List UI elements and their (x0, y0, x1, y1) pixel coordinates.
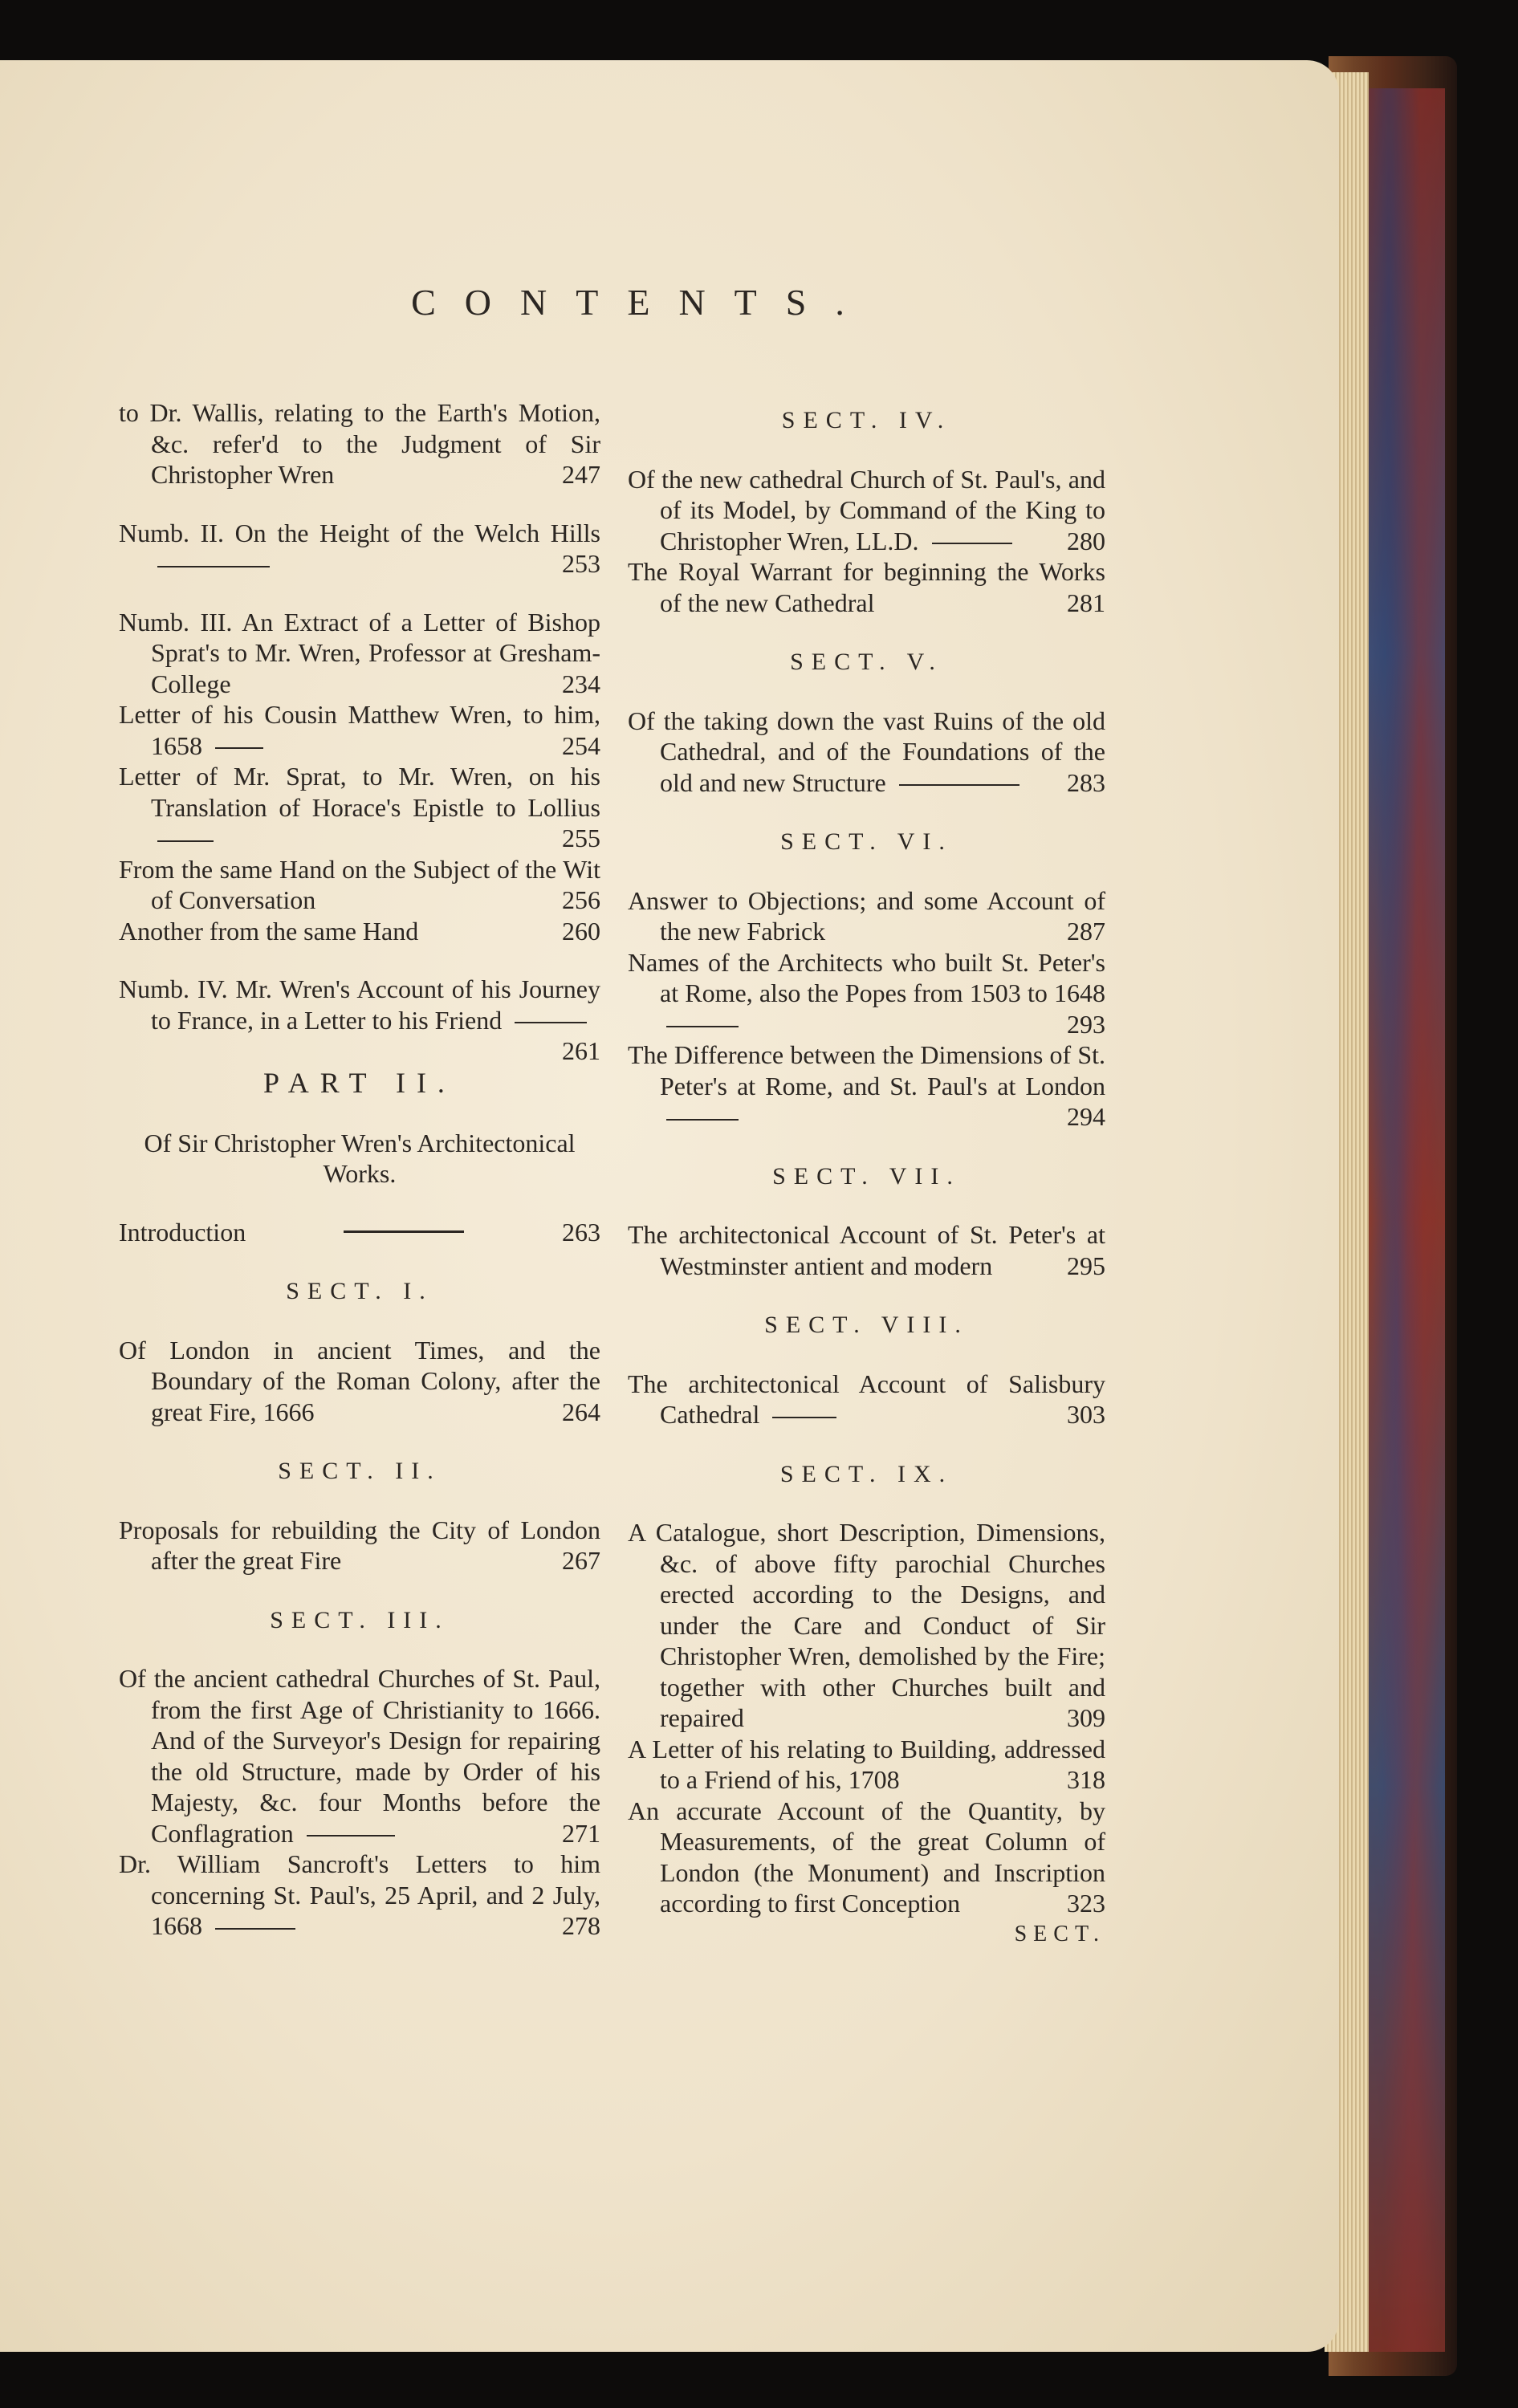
toc-entry: Names of the Architects who built St. Peter's at Rome, also the Popes from 1503 to 1648 293 (628, 947, 1105, 1039)
toc-entry: From the same Hand on the Subject of the Wit of Conversation 256 (119, 854, 600, 914)
toc-entry: The architectonical Account of St. Peter's at Westminster antient and modern 295 (628, 1220, 1105, 1280)
toc-entry: Numb. II. On the Height of the Welch Hills 253 (119, 518, 600, 578)
section-heading: SECT. VI. (780, 828, 953, 855)
section-heading: SECT. I. (286, 1278, 433, 1304)
toc-entry: The Royal Warrant for beginning the Works of the new Cathedral 281 (628, 557, 1105, 617)
toc-entry: Dr. William Sancroft's Letters to him concerning St. Paul's, 25 April, and 2 July, 1668 278 (119, 1849, 600, 1940)
toc-entry: Letter of Mr. Sprat, to Mr. Wren, on his Translation of Horace's Epistle to Lollius 255 (119, 762, 600, 852)
toc-entry: Proposals for rebuilding the City of London after the great Fire 267 (119, 1515, 600, 1575)
toc-entry: Of London in ancient Times, and the Boundary of the Roman Colony, after the great Fire, 1666 264 (119, 1335, 600, 1426)
toc-entry: An accurate Account of the Quantity, by Measurements, of the great Column of London (the Monument) and Inscription according to first Conception 323 (628, 1796, 1105, 1918)
section-heading: SECT. IV. (781, 407, 952, 433)
book-page (0, 60, 1339, 2352)
toc-entry: Another from the same Hand 260 (119, 916, 600, 946)
marbled-endpaper (1365, 88, 1445, 2352)
toc-entry: A Catalogue, short Description, Dimensions, &c. of above fifty parochial Churches erected according to the Designs, and under the Care and Conduct of Sir Christopher Wren, demolished by the Fire; together with other Churches built and repaired 309 (628, 1518, 1105, 1732)
section-heading: SECT. VIII. (764, 1312, 969, 1338)
toc-entry: The architectonical Account of Salisbury Cathedral 303 (628, 1369, 1105, 1429)
right-column (628, 397, 1105, 1950)
toc-entry: Numb. III. An Extract of a Letter of Bishop Sprat's to Mr. Wren, Professor at Gresham-College 234 (119, 607, 600, 698)
part-title: Of Sir Christopher Wren's Architectonical Works. (144, 1128, 576, 1188)
section-heading: SECT. II. (278, 1458, 442, 1484)
section-heading: SECT. III. (270, 1606, 450, 1633)
section-heading: SECT. V. (790, 649, 943, 675)
toc-entry: A Letter of his relating to Building, addressed to a Friend of his, 1708 318 (628, 1734, 1105, 1794)
toc-entry: Of the ancient cathedral Churches of St. Paul, from the first Age of Christianity to 1666. And of the Surveyor's Design for repairing the old Structure, made by Order of his Majesty, &c. four Months before the Conflagration 271 (119, 1664, 600, 1848)
toc-entry-introduction: Introduction 263 (119, 1217, 600, 1247)
section-heading: SECT. VII. (772, 1162, 961, 1190)
toc-entry: The Difference between the Dimensions of St. Peter's at Rome, and St. Paul's at London 294 (628, 1040, 1105, 1131)
toc-entry: Letter of his Cousin Matthew Wren, to him, 1658 254 (119, 700, 600, 760)
part-heading: PART II. (263, 1067, 456, 1099)
catchword: SECT. (1014, 1921, 1105, 1946)
toc-entry: Answer to Objections; and some Account of the new Fabrick 287 (628, 885, 1105, 946)
toc-entry: to Dr. Wallis, relating to the Earth's Motion, &c. refer'd to the Judgment of Sir Christopher Wren 247 (119, 398, 600, 489)
left-column (119, 397, 600, 1942)
page-title: CONTENTS. (411, 282, 873, 323)
toc-entry: Numb. IV. Mr. Wren's Account of his Journey to France, in a Letter to his Friend 261 (119, 974, 600, 1065)
toc-entry: Of the taking down the vast Ruins of the old Cathedral, and of the Foundations of the old and new Structure 283 (628, 706, 1105, 797)
toc-entry: Of the new cathedral Church of St. Paul's, and of its Model, by Command of the King to Christopher Wren, LL.D. 280 (628, 464, 1105, 555)
section-heading: SECT. IX. (779, 1460, 954, 1487)
